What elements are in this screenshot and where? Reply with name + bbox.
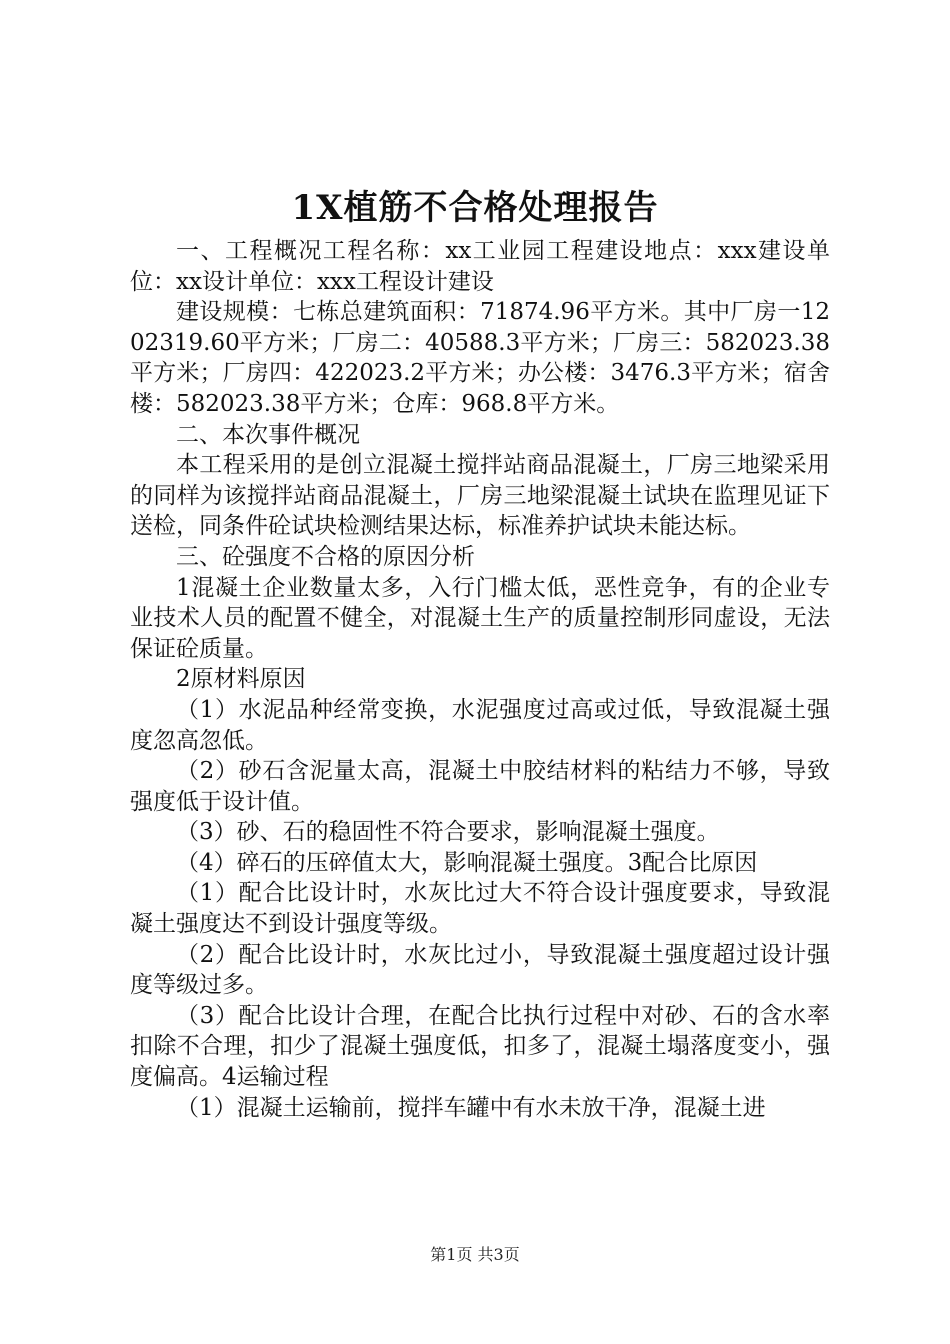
paragraph-mix-ratio-1: （1）配合比设计时，水灰比过大不符合设计强度要求，导致混凝土强度达不到设计强度等级。 <box>130 880 830 938</box>
paragraph-cause-1: 1混凝土企业数量太多，入行门槛太低，恶性竞争，有的企业专业技术人员的配置不健全，对混凝土生产的质量控制形同虚设，无法保证砼质量。 <box>130 574 830 662</box>
heading-cause-analysis: 三、砼强度不合格的原因分析 <box>176 543 475 570</box>
page-footer: 第1页 共3页 <box>430 1245 520 1264</box>
document-title: 1X植筋不合格处理报告 <box>291 188 659 228</box>
document-body <box>130 236 830 1123</box>
heading-event-overview: 二、本次事件概况 <box>176 421 360 448</box>
paragraph-transport-1: （1）混凝土运输前，搅拌车罐中有水未放干净，混凝土进 <box>176 1094 766 1121</box>
paragraph-mix-ratio-2: （2）配合比设计时，水灰比过小，导致混凝土强度超过设计强度等级过多。 <box>130 941 830 999</box>
paragraph-event-description: 本工程采用的是创立混凝土搅拌站商品混凝土，厂房三地梁采用的同样为该搅拌站商品混凝土，厂房三地梁混凝土试块在监理见证下送检，同条件砼试块检测结果达标，标准养护试块未能达标。 <box>130 452 830 540</box>
paragraph-construction-scale: 建设规模：七栋总建筑面积：71874.96平方米。其中厂房一1202319.60平方米；厂房二：40588.3平方米；厂房三：582023.38平方米；厂房四：422023.2平方米；办公楼：3476.3平方米；宿舍楼：582023.38平方米；仓库：968.8平方米。 <box>130 299 830 417</box>
paragraph-raw-material-4: （4）碎石的压碎值太大，影响混凝土强度。3配合比原因 <box>176 849 758 876</box>
heading-raw-materials: 2原材料原因 <box>176 666 306 693</box>
paragraph-raw-material-2: （2）砂石含泥量太高，混凝土中胶结材料的粘结力不够，导致强度低于设计值。 <box>130 758 830 815</box>
paragraph-project-overview: 一、工程概况工程名称：xx工业园工程建设地点：xxx建设单位：xx设计单位：xxx工程设计建设 <box>130 238 830 295</box>
paragraph-raw-material-1: （1）水泥品种经常变换，水泥强度过高或过低，导致混凝土强度忽高忽低。 <box>130 696 830 754</box>
paragraph-raw-material-3: （3）砂、石的稳固性不符合要求，影响混凝土强度。 <box>176 819 720 846</box>
paragraph-mix-ratio-3: （3）配合比设计合理，在配合比执行过程中对砂、石的含水率扣除不合理，扣少了混凝土强度低，扣多了，混凝土塌落度变小，强度偏高。4运输过程 <box>130 1002 830 1091</box>
